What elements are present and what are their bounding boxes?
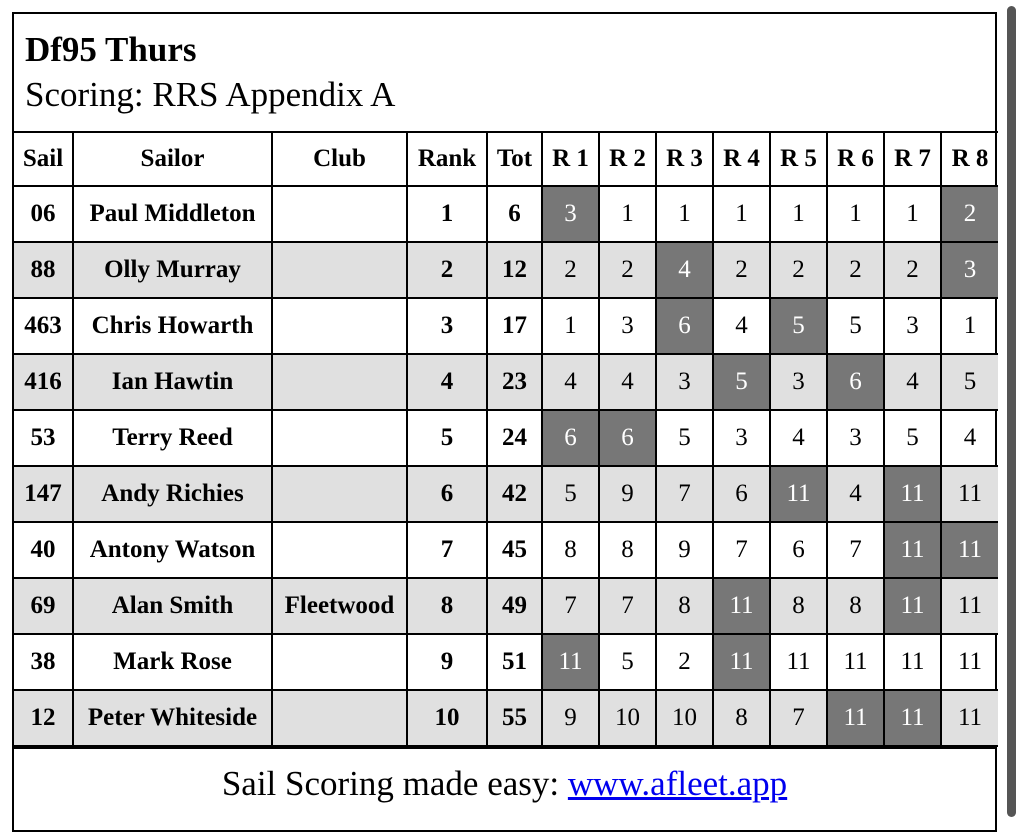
- race-score-cell: 6: [542, 410, 599, 466]
- results-body: [14, 186, 998, 746]
- afleet-link[interactable]: www.afleet.app: [567, 764, 788, 803]
- results-panel: [12, 12, 997, 832]
- race-score-cell: 11: [884, 466, 941, 522]
- rank-cell: 6: [407, 466, 487, 522]
- race-score-cell: 6: [770, 522, 827, 578]
- race-score-cell: 11: [713, 634, 770, 690]
- sail-cell: 69: [14, 578, 73, 634]
- sail-cell: 38: [14, 634, 73, 690]
- race-score-cell: 11: [827, 634, 884, 690]
- race-score-cell: 1: [599, 186, 656, 242]
- race-score-cell: 5: [542, 466, 599, 522]
- race-score-cell: 2: [770, 242, 827, 298]
- race-score-cell: 8: [599, 522, 656, 578]
- race-score-cell: 11: [884, 522, 941, 578]
- table-row: [14, 242, 998, 298]
- race-score-cell: 11: [884, 578, 941, 634]
- race-score-cell: 1: [941, 298, 998, 354]
- rank-cell: 8: [407, 578, 487, 634]
- table-row: [14, 354, 998, 410]
- race-score-cell: 5: [713, 354, 770, 410]
- race-score-cell: 7: [827, 522, 884, 578]
- club-cell: [272, 522, 407, 578]
- race-score-cell: 2: [884, 242, 941, 298]
- race-score-cell: 11: [941, 466, 998, 522]
- club-cell: [272, 242, 407, 298]
- sailor-cell: Antony Watson: [73, 522, 272, 578]
- sailor-cell: Olly Murray: [73, 242, 272, 298]
- col-header-rank: Rank: [407, 132, 487, 186]
- race-score-cell: 11: [770, 466, 827, 522]
- total-cell: 45: [487, 522, 542, 578]
- race-score-cell: 1: [770, 186, 827, 242]
- col-header-r6: R 6: [827, 132, 884, 186]
- results-header: [14, 14, 995, 131]
- total-cell: 12: [487, 242, 542, 298]
- race-score-cell: 8: [656, 578, 713, 634]
- table-row: [14, 522, 998, 578]
- col-header-r3: R 3: [656, 132, 713, 186]
- total-cell: 23: [487, 354, 542, 410]
- race-score-cell: 8: [770, 578, 827, 634]
- race-score-cell: 3: [884, 298, 941, 354]
- club-cell: [272, 354, 407, 410]
- race-score-cell: 5: [770, 298, 827, 354]
- race-score-cell: 2: [713, 242, 770, 298]
- club-cell: [272, 410, 407, 466]
- total-cell: 55: [487, 690, 542, 746]
- race-score-cell: 1: [884, 186, 941, 242]
- race-score-cell: 11: [941, 690, 998, 746]
- race-score-cell: 6: [713, 466, 770, 522]
- race-score-cell: 1: [656, 186, 713, 242]
- race-score-cell: 5: [599, 634, 656, 690]
- col-header-sailor: Sailor: [73, 132, 272, 186]
- race-score-cell: 11: [827, 690, 884, 746]
- race-score-cell: 11: [941, 634, 998, 690]
- race-score-cell: 4: [884, 354, 941, 410]
- col-header-sail: Sail: [14, 132, 73, 186]
- table-row: [14, 634, 998, 690]
- scoring-system: Scoring: RRS Appendix A: [25, 75, 396, 114]
- race-score-cell: 4: [542, 354, 599, 410]
- sailor-cell: Alan Smith: [73, 578, 272, 634]
- club-cell: Fleetwood: [272, 578, 407, 634]
- race-score-cell: 5: [884, 410, 941, 466]
- rank-cell: 9: [407, 634, 487, 690]
- race-score-cell: 2: [542, 242, 599, 298]
- rank-cell: 2: [407, 242, 487, 298]
- rank-cell: 5: [407, 410, 487, 466]
- sailor-cell: Andy Richies: [73, 466, 272, 522]
- sailor-cell: Terry Reed: [73, 410, 272, 466]
- total-cell: 51: [487, 634, 542, 690]
- table-row: [14, 410, 998, 466]
- sail-cell: 12: [14, 690, 73, 746]
- race-score-cell: 9: [599, 466, 656, 522]
- rank-cell: 7: [407, 522, 487, 578]
- table-row: [14, 690, 998, 746]
- sail-cell: 40: [14, 522, 73, 578]
- club-cell: [272, 298, 407, 354]
- table-row: [14, 186, 998, 242]
- sailor-cell: Mark Rose: [73, 634, 272, 690]
- sailor-cell: Chris Howarth: [73, 298, 272, 354]
- header-row: [14, 132, 998, 186]
- race-score-cell: 7: [770, 690, 827, 746]
- col-header-r8: R 8: [941, 132, 998, 186]
- sail-cell: 06: [14, 186, 73, 242]
- race-score-cell: 3: [599, 298, 656, 354]
- scrollbar[interactable]: [1007, 6, 1016, 817]
- col-header-r1: R 1: [542, 132, 599, 186]
- race-score-cell: 4: [941, 410, 998, 466]
- race-score-cell: 6: [599, 410, 656, 466]
- club-cell: [272, 466, 407, 522]
- rank-cell: 10: [407, 690, 487, 746]
- col-header-r5: R 5: [770, 132, 827, 186]
- total-cell: 49: [487, 578, 542, 634]
- race-score-cell: 6: [656, 298, 713, 354]
- race-score-cell: 5: [827, 298, 884, 354]
- race-score-cell: 4: [827, 466, 884, 522]
- race-score-cell: 7: [599, 578, 656, 634]
- race-score-cell: 2: [599, 242, 656, 298]
- race-score-cell: 9: [542, 690, 599, 746]
- race-score-cell: 5: [941, 354, 998, 410]
- table-row: [14, 298, 998, 354]
- total-cell: 24: [487, 410, 542, 466]
- sail-cell: 147: [14, 466, 73, 522]
- race-score-cell: 4: [713, 298, 770, 354]
- race-score-cell: 2: [656, 634, 713, 690]
- race-score-cell: 7: [656, 466, 713, 522]
- total-cell: 17: [487, 298, 542, 354]
- footer: [14, 747, 995, 809]
- series-title: Df95 Thurs: [25, 30, 197, 69]
- race-score-cell: 9: [656, 522, 713, 578]
- race-score-cell: 8: [713, 690, 770, 746]
- sail-cell: 88: [14, 242, 73, 298]
- race-score-cell: 11: [884, 690, 941, 746]
- club-cell: [272, 186, 407, 242]
- sail-cell: 53: [14, 410, 73, 466]
- race-score-cell: 4: [599, 354, 656, 410]
- race-score-cell: 1: [542, 298, 599, 354]
- table-row: [14, 578, 998, 634]
- col-header-club: Club: [272, 132, 407, 186]
- race-score-cell: 8: [827, 578, 884, 634]
- col-header-r2: R 2: [599, 132, 656, 186]
- sailor-cell: Paul Middleton: [73, 186, 272, 242]
- race-score-cell: 11: [770, 634, 827, 690]
- race-score-cell: 2: [827, 242, 884, 298]
- rank-cell: 3: [407, 298, 487, 354]
- table-row: [14, 466, 998, 522]
- race-score-cell: 4: [770, 410, 827, 466]
- results-table: [14, 131, 998, 747]
- race-score-cell: 11: [713, 578, 770, 634]
- race-score-cell: 3: [542, 186, 599, 242]
- col-header-tot: Tot: [487, 132, 542, 186]
- sail-cell: 416: [14, 354, 73, 410]
- race-score-cell: 7: [713, 522, 770, 578]
- race-score-cell: 3: [941, 242, 998, 298]
- race-score-cell: 1: [713, 186, 770, 242]
- race-score-cell: 3: [656, 354, 713, 410]
- race-score-cell: 2: [941, 186, 998, 242]
- total-cell: 6: [487, 186, 542, 242]
- total-cell: 42: [487, 466, 542, 522]
- race-score-cell: 4: [656, 242, 713, 298]
- rank-cell: 4: [407, 354, 487, 410]
- race-score-cell: 6: [827, 354, 884, 410]
- race-score-cell: 5: [656, 410, 713, 466]
- race-score-cell: 10: [599, 690, 656, 746]
- sail-cell: 463: [14, 298, 73, 354]
- race-score-cell: 10: [656, 690, 713, 746]
- club-cell: [272, 634, 407, 690]
- race-score-cell: 8: [542, 522, 599, 578]
- col-header-r7: R 7: [884, 132, 941, 186]
- rank-cell: 1: [407, 186, 487, 242]
- race-score-cell: 3: [770, 354, 827, 410]
- race-score-cell: 3: [827, 410, 884, 466]
- footer-text: Sail Scoring made easy:: [221, 764, 568, 803]
- race-score-cell: 11: [884, 634, 941, 690]
- race-score-cell: 3: [713, 410, 770, 466]
- race-score-cell: 7: [542, 578, 599, 634]
- sailor-cell: Ian Hawtin: [73, 354, 272, 410]
- race-score-cell: 11: [941, 578, 998, 634]
- col-header-r4: R 4: [713, 132, 770, 186]
- race-score-cell: 11: [542, 634, 599, 690]
- club-cell: [272, 690, 407, 746]
- race-score-cell: 11: [941, 522, 998, 578]
- sailor-cell: Peter Whiteside: [73, 690, 272, 746]
- race-score-cell: 1: [827, 186, 884, 242]
